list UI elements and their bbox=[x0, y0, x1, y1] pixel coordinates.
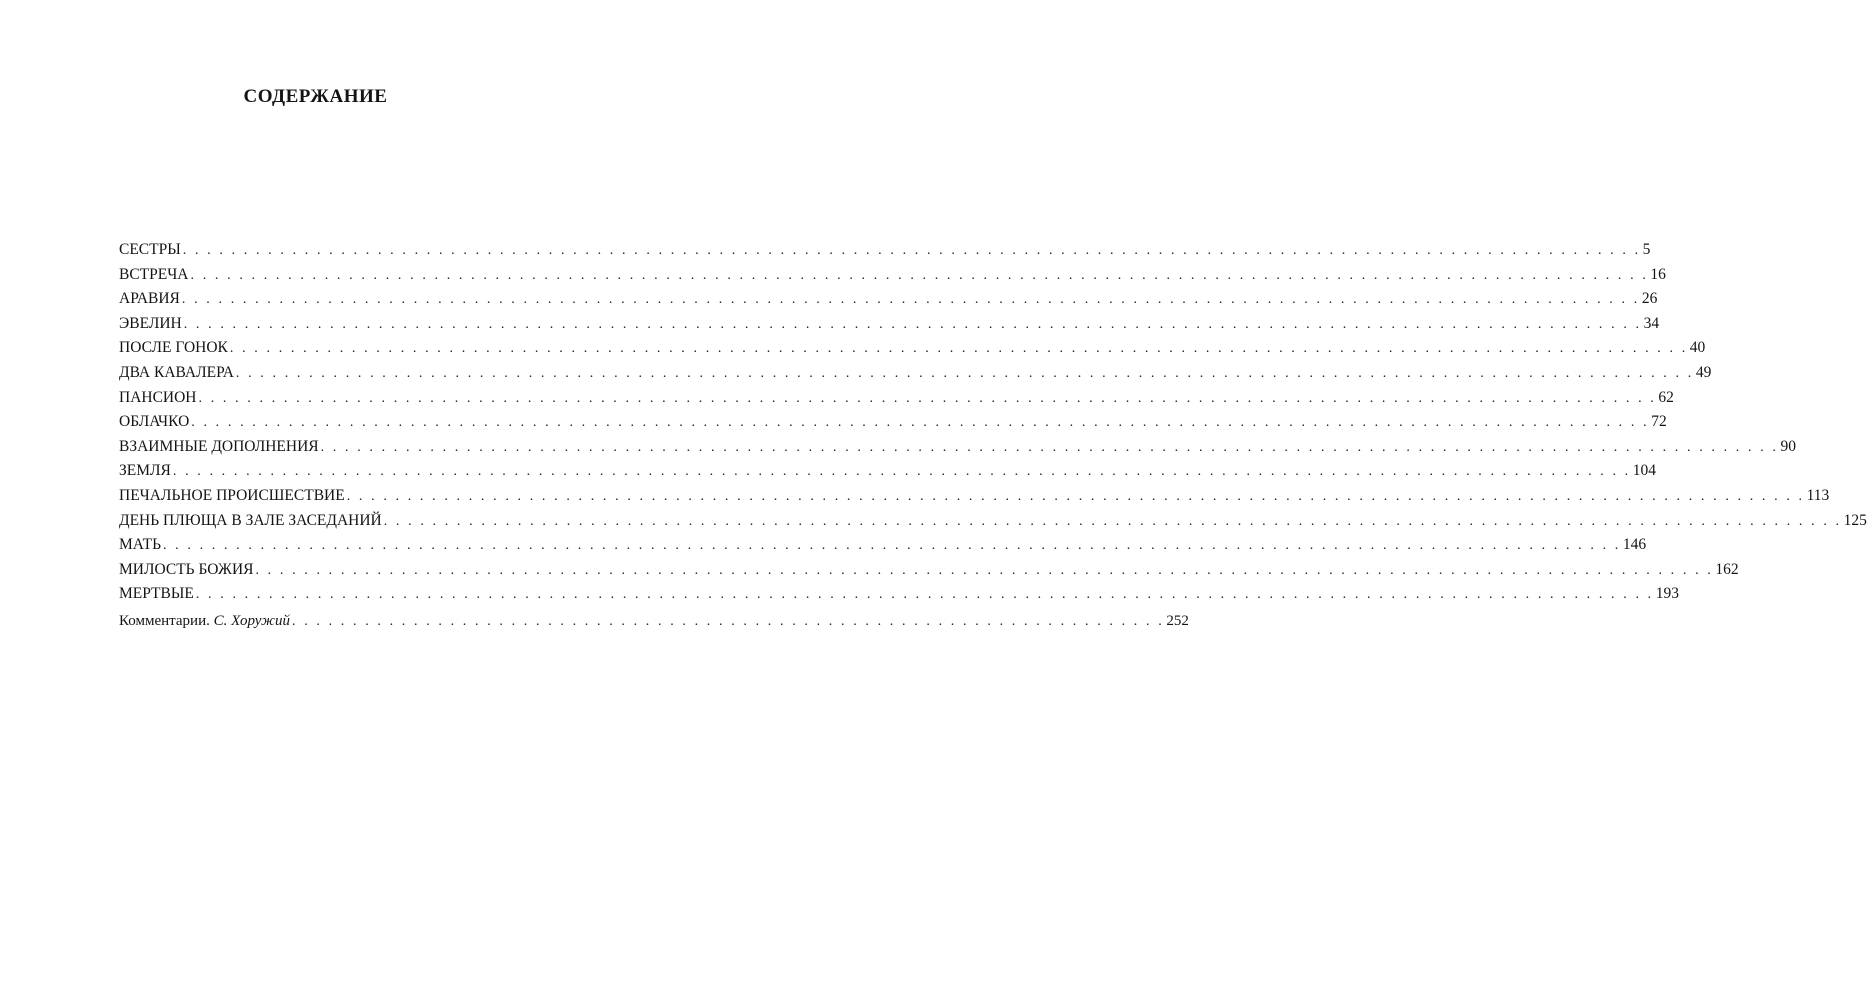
toc-entry-title: ДЕНЬ ПЛЮЩА В ЗАЛЕ ЗАСЕДАНИЙ bbox=[119, 511, 382, 529]
page-title: СОДЕРЖАНИЕ bbox=[243, 86, 388, 107]
toc-entry-title: МЕРТВЫЕ bbox=[119, 585, 194, 603]
toc-entry-title: ВЗАИМНЫЕ ДОПОЛНЕНИЯ bbox=[119, 437, 319, 455]
toc-entry-page: 125 bbox=[1843, 511, 1867, 529]
toc-entry-page: 252 bbox=[1166, 613, 1189, 629]
leader-dots: . . . . . . . . . . . . . . . . . . . . . . . . . . . . . . . . . . . . . . . . . . . . . . . . . . . . . . . . . . . . . . . . . . . . . . . . . . . . . . . . . . . . . . . . . . . . . . . . . . . . . . . . . . . . . . . . . . . . . . . . bbox=[191, 415, 1650, 431]
leader-dots: . . . . . . . . . . . . . . . . . . . . . . . . . . . . . . . . . . . . . . . . . . . . . . . . . . . . . . . . . . . . . . . . . . . . . . . . . . . . . . . . . . . . . . . . . . . . . . . . . . . . . . . . . . . . . . . . . . . . . . . . bbox=[162, 538, 1621, 554]
commentary-author: С. Хоружий bbox=[213, 613, 290, 629]
toc-entry[interactable] bbox=[119, 558, 1739, 583]
toc-entry[interactable] bbox=[119, 484, 1830, 509]
toc-entry[interactable] bbox=[119, 435, 1797, 460]
toc-entry-page: 62 bbox=[1658, 388, 1674, 406]
toc-entry-title: ПОСЛЕ ГОНОК bbox=[119, 339, 228, 357]
toc-entry-title: МАТЬ bbox=[119, 536, 161, 554]
toc-entry-page: 162 bbox=[1715, 560, 1739, 578]
toc-entry-title: ПЕЧАЛЬНОЕ ПРОИСШЕСТВИЕ bbox=[119, 486, 345, 504]
leader-dots: . . . . . . . . . . . . . . . . . . . . . . . . . . . . . . . . . . . . . . . . . . . . . . . . . . . . . . . . . . . . . . . . . . . . . . . . . . . . . . . . . . . . . . . . . . . . . . . . . . . . . . . . . . . . . . . . . . . . . . . . bbox=[195, 587, 1654, 603]
toc-entry-page: 146 bbox=[1622, 536, 1647, 554]
toc-entry[interactable] bbox=[119, 582, 1680, 607]
toc-entry-page: 26 bbox=[1641, 290, 1658, 308]
toc-entry-page: 104 bbox=[1632, 462, 1657, 480]
toc-entry-page: 34 bbox=[1643, 314, 1660, 332]
toc-entry-title: СЕСТРЫ bbox=[119, 241, 181, 258]
toc-entry-commentary[interactable] bbox=[119, 609, 1189, 634]
toc-entry-page: 90 bbox=[1780, 437, 1797, 455]
toc-entry-title: ПАНСИОН bbox=[119, 388, 197, 406]
toc-entry[interactable] bbox=[119, 509, 1867, 534]
toc-entry-title: МИЛОСТЬ БОЖИЯ bbox=[119, 560, 254, 578]
leader-dots: . . . . . . . . . . . . . . . . . . . . . . . . . . . . . . . . . . . . . . . . . . . . . . . . . . . . . . . . . . . . . . . . . . . . . . . . . . . . . . . . . . . . . . . . . . . . . . . . . . . . . . . . . . . . . . . . . . . . . . . . bbox=[190, 267, 1649, 283]
leader-dots: . . . . . . . . . . . . . . . . . . . . . . . . . . . . . . . . . . . . . . . . . . . . . . . . . . . . . . . . . . . . . . . . . . . . . . . . . . . . . . . . . . . . . . . . . . . . . . . . . . . . . . . . . . . . . . . . . . . . . . . . bbox=[181, 292, 1640, 308]
toc-entry[interactable] bbox=[119, 287, 1658, 312]
toc-entry[interactable] bbox=[119, 238, 1651, 263]
toc-entry-page: 5 bbox=[1642, 241, 1651, 258]
toc-entry-title: ВСТРЕЧА bbox=[119, 265, 189, 283]
toc-entry-title bbox=[119, 609, 292, 634]
toc-entry-title: АРАВИЯ bbox=[119, 290, 180, 308]
leader-dots: . . . . . . . . . . . . . . . . . . . . . . . . . . . . . . . . . . . . . . . . . . . . . . . . . . . . . . . . . . . . . . . . . . . . . . . . bbox=[292, 614, 1165, 629]
commentary-label: Комментарии. bbox=[119, 613, 210, 629]
toc-entry-title: ЭВЕЛИН bbox=[119, 314, 182, 332]
toc-entry[interactable] bbox=[119, 263, 1666, 288]
leader-dots: . . . . . . . . . . . . . . . . . . . . . . . . . . . . . . . . . . . . . . . . . . . . . . . . . . . . . . . . . . . . . . . . . . . . . . . . . . . . . . . . . . . . . . . . . . . . . . . . . . . . . . . . . . . . . . . . . . . . . . . . bbox=[255, 562, 1714, 578]
leader-dots: . . . . . . . . . . . . . . . . . . . . . . . . . . . . . . . . . . . . . . . . . . . . . . . . . . . . . . . . . . . . . . . . . . . . . . . . . . . . . . . . . . . . . . . . . . . . . . . . . . . . . . . . . . . . . . . . . . . . . . . . bbox=[229, 341, 1688, 357]
leader-dots: . . . . . . . . . . . . . . . . . . . . . . . . . . . . . . . . . . . . . . . . . . . . . . . . . . . . . . . . . . . . . . . . . . . . . . . . . . . . . . . . . . . . . . . . . . . . . . . . . . . . . . . . . . . . . . . . . . . . . . . . bbox=[182, 243, 1641, 258]
leader-dots: . . . . . . . . . . . . . . . . . . . . . . . . . . . . . . . . . . . . . . . . . . . . . . . . . . . . . . . . . . . . . . . . . . . . . . . . . . . . . . . . . . . . . . . . . . . . . . . . . . . . . . . . . . . . . . . . . . . . . . . . bbox=[198, 390, 1657, 406]
leader-dots: . . . . . . . . . . . . . . . . . . . . . . . . . . . . . . . . . . . . . . . . . . . . . . . . . . . . . . . . . . . . . . . . . . . . . . . . . . . . . . . . . . . . . . . . . . . . . . . . . . . . . . . . . . . . . . . . . . . . . . . . bbox=[346, 488, 1805, 504]
toc-entry-page: 72 bbox=[1651, 413, 1667, 431]
commentary-entry-block bbox=[119, 609, 1189, 634]
toc-entry[interactable] bbox=[119, 459, 1657, 484]
leader-dots: . . . . . . . . . . . . . . . . . . . . . . . . . . . . . . . . . . . . . . . . . . . . . . . . . . . . . . . . . . . . . . . . . . . . . . . . . . . . . . . . . . . . . . . . . . . . . . . . . . . . . . . . . . . . . . . . . . . . . . . . bbox=[235, 365, 1694, 381]
toc-entry[interactable] bbox=[119, 361, 1712, 386]
toc-entry-title: ЗЕМЛЯ bbox=[119, 462, 171, 480]
toc-entry-page: 113 bbox=[1806, 486, 1830, 504]
leader-dots: . . . . . . . . . . . . . . . . . . . . . . . . . . . . . . . . . . . . . . . . . . . . . . . . . . . . . . . . . . . . . . . . . . . . . . . . . . . . . . . . . . . . . . . . . . . . . . . . . . . . . . . . . . . . . . . . . . . . . . . . bbox=[383, 513, 1842, 529]
leader-dots: . . . . . . . . . . . . . . . . . . . . . . . . . . . . . . . . . . . . . . . . . . . . . . . . . . . . . . . . . . . . . . . . . . . . . . . . . . . . . . . . . . . . . . . . . . . . . . . . . . . . . . . . . . . . . . . . . . . . . . . . bbox=[183, 316, 1642, 332]
toc-entry[interactable] bbox=[119, 312, 1660, 337]
toc-entry[interactable] bbox=[119, 386, 1674, 411]
toc-entry-title: ДВА КАВАЛЕРА bbox=[119, 363, 234, 381]
toc-entry[interactable] bbox=[119, 410, 1667, 435]
toc-entry-page: 193 bbox=[1655, 585, 1680, 603]
toc-entry[interactable] bbox=[119, 533, 1647, 558]
leader-dots: . . . . . . . . . . . . . . . . . . . . . . . . . . . . . . . . . . . . . . . . . . . . . . . . . . . . . . . . . . . . . . . . . . . . . . . . . . . . . . . . . . . . . . . . . . . . . . . . . . . . . . . . . . . . . . . . . . . . . . . . bbox=[320, 439, 1779, 455]
toc-entry-page: 16 bbox=[1650, 265, 1666, 283]
toc-entry[interactable] bbox=[119, 336, 1706, 361]
toc-entry-page: 49 bbox=[1695, 363, 1712, 381]
toc-entry-title: ОБЛАЧКО bbox=[119, 413, 190, 431]
leader-dots: . . . . . . . . . . . . . . . . . . . . . . . . . . . . . . . . . . . . . . . . . . . . . . . . . . . . . . . . . . . . . . . . . . . . . . . . . . . . . . . . . . . . . . . . . . . . . . . . . . . . . . . . . . . . . . . . . . . . . . . . bbox=[172, 464, 1631, 480]
toc-entry-page: 40 bbox=[1689, 339, 1706, 357]
table-of-contents bbox=[119, 238, 1867, 607]
